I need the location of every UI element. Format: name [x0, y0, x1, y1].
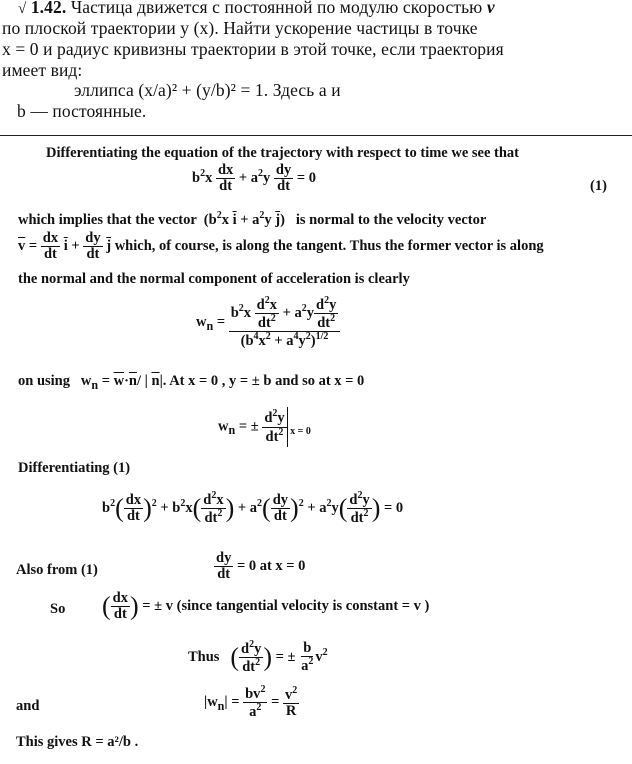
problem-line-5: эллипса (x/a)² + (y/b)² = 1. Здесь a и — [74, 80, 341, 100]
equation-1-number: (1) — [590, 178, 607, 194]
normal-component-line: the normal and the normal component of acceleration is clearly — [18, 271, 410, 287]
problem-line-2: по плоской траектории y (x). Найти ускорение частицы в точке — [2, 18, 478, 38]
problem-line-4: имеет вид: — [2, 60, 83, 80]
v-symbol: v — [486, 0, 495, 17]
also-from-label: Also from (1) — [16, 562, 98, 578]
tangential-eq: ( $\frac{dx}{dt}$ ) = ± v (since tangential velocity is constant = v ) — [102, 590, 430, 623]
dy-dt-zero: $\frac{dy}{dt}$ = 0 at x = 0 — [216, 550, 306, 583]
divider — [0, 135, 632, 136]
differentiating-label: Differentiating (1) — [18, 460, 131, 476]
wn-at-zero: $w_n$ = ± $\frac{d^2y}{dt^2}$ $_{x = 0}$ — [218, 407, 311, 447]
radius-eq: $|w_n|$ = $\frac{bv^2}{a^2}$ = $\frac{v^2}{R}$ — [204, 684, 298, 720]
thus-eq: Thus ( $\frac{d^2y}{dt^2}$ ) = ± $\frac{b}{a^2}$ $v^2$ — [188, 639, 328, 675]
differentiated-equation: $b^2$( $\frac{dx}{dt}$ )$^2 + b^2x$( $\frac{d^2x}{dt^2}$ ) + $a^2$( $\frac{dy}{dt}$ )$^2 + a^2y$( $\frac{d^2y}{dt^2}$ ) = 0 — [102, 490, 404, 526]
wn-formula: $w_n$ = $b^2x$ $\frac{d^2x}{dt^2}$ + $a^2y$ $\frac{d^2y}{dt^2}$ $(b^4x^2 + a^4y^2)^{1/2}$ — [196, 296, 340, 349]
problem-line-6: b — постоянные. — [17, 101, 147, 121]
conclusion: This gives R = a²/b . — [16, 734, 139, 750]
check-mark: √ — [18, 1, 27, 17]
equation-1: $b^2x$ $\frac{dx}{dt}$ + $a^2y$ $\frac{dy}{dt}$ = 0 — [192, 162, 317, 195]
problem-line-1: √ 1.42. Частица движется с постоянной по модулю скоростью v — [18, 0, 495, 18]
problem-number: 1.42. — [30, 0, 67, 17]
problem-line-3: x = 0 и радиус кривизны траектории в этой точке, если траектория — [2, 39, 504, 59]
normal-vector-line: which implies that the vector ($b^2x$ $\overline{i} + a^2y$ $\overline{j}$) is normal to the velocity vector — [18, 210, 487, 228]
solution-intro: Differentiating the equation of the trajectory with respect to time we see that — [46, 145, 519, 161]
on-using-line: on using $w_n = \overline{w}\cdot\overline{n}/$ | $\overline{n}|$. At x = 0 , y = ± b and so at x = 0 — [18, 373, 365, 392]
velocity-line: $\overline{v}$ = $\frac{dx}{dt}$ $\overline{i}$ + $\frac{dy}{dt}$ $\overline{j}$ which, of course, is along the tangent. Thus the former vector is along — [18, 230, 544, 263]
and-label: and — [16, 698, 40, 714]
so-label: So — [50, 601, 66, 617]
